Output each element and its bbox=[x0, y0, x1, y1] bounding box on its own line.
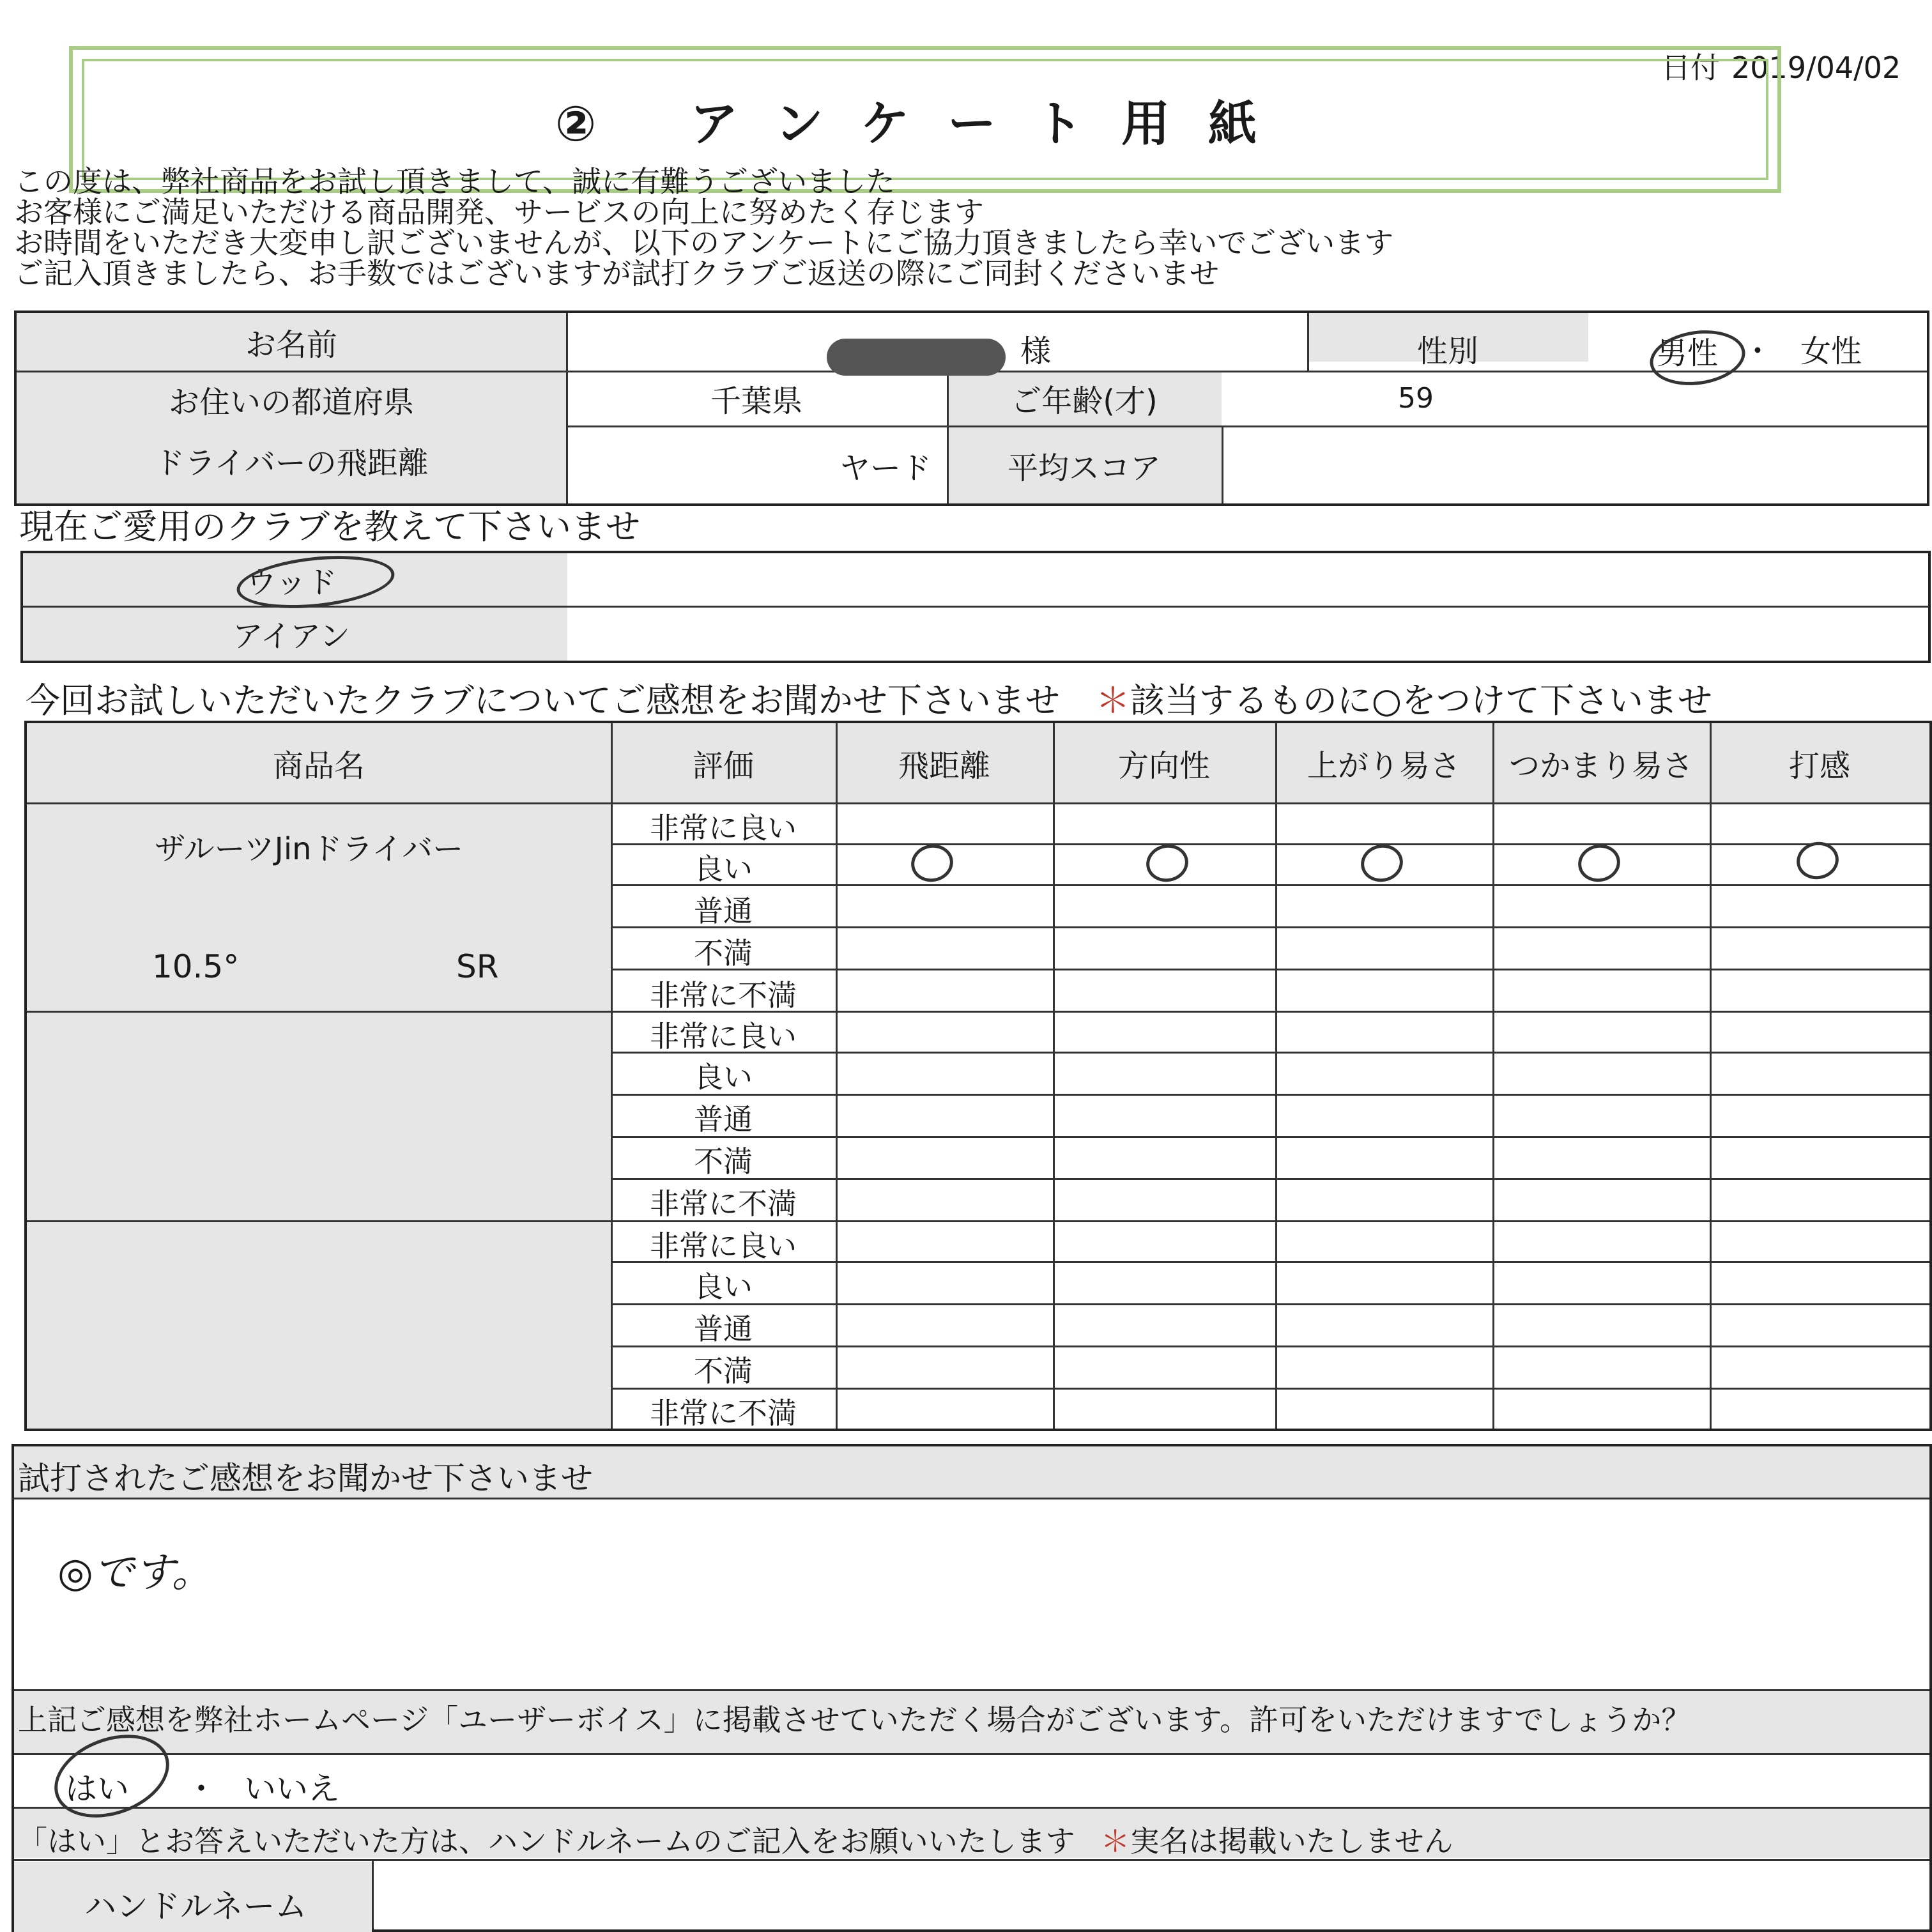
rating-table bbox=[24, 721, 1932, 1431]
intro-line: この度は、弊社商品をお試し頂きまして、誠に有難うございました bbox=[14, 164, 896, 199]
gender-male-option[interactable]: 男性 bbox=[1656, 335, 1718, 371]
col-launch: 上がり易さ bbox=[1307, 747, 1460, 784]
level-label: 非常に不満 bbox=[650, 978, 797, 1013]
impression-note: 該当するものに○をつけて下さいませ bbox=[1130, 680, 1713, 721]
level-label: 普通 bbox=[694, 1312, 753, 1346]
permission-question: 上記ご感想を弊社ホームページ「ユーザーボイス」に掲載させていただく場合がございます。許可をいただけますでしょうか？ bbox=[18, 1703, 1691, 1737]
handle-note: 「はい」とお答えいただいた方は、ハンドルネームのご記入をお願いいたします ＊実名は掲載いたしません bbox=[18, 1824, 1453, 1859]
col-product-name: 商品名 bbox=[272, 747, 365, 784]
rating-circle-mark bbox=[1143, 841, 1192, 885]
profile-table bbox=[14, 310, 1929, 506]
gender-female-option[interactable]: 女性 bbox=[1800, 333, 1862, 369]
level-label: 不満 bbox=[694, 1354, 753, 1388]
permission-separator: ・ bbox=[185, 1770, 217, 1807]
rating-circle-mark bbox=[1358, 841, 1407, 885]
date-label: 日付 bbox=[1661, 50, 1720, 85]
date-value: 2019/04/02 bbox=[1731, 50, 1901, 85]
clubs-heading: 現在ご愛用のクラブを教えて下さいませ bbox=[19, 507, 640, 547]
clubs-table bbox=[20, 551, 1931, 663]
prefecture-value: 千葉県 bbox=[710, 383, 802, 419]
handle-note2: 実名は掲載いたしません bbox=[1130, 1824, 1453, 1859]
age-value: 59 bbox=[1398, 381, 1434, 415]
impression-heading: 今回お試しいただいたクラブについてご感想をお聞かせ下さいませ ＊該当するものに○をつけて下さいませ bbox=[26, 680, 1713, 721]
prefecture-label: お住いの都道府県 bbox=[168, 384, 414, 420]
handle-input[interactable] bbox=[376, 1862, 1926, 1929]
product-flex: SR bbox=[456, 948, 499, 985]
product-name: ザルーツJinドライバー bbox=[155, 831, 464, 867]
level-label: 非常に良い bbox=[650, 1229, 797, 1263]
level-label: 非常に良い bbox=[650, 811, 797, 845]
score-label: 平均スコア bbox=[1007, 450, 1161, 486]
level-label: 不満 bbox=[694, 936, 753, 970]
permission-yes[interactable]: はい bbox=[65, 1770, 129, 1807]
level-label: 不満 bbox=[694, 1144, 753, 1179]
age-label: ご年齢(才) bbox=[1011, 383, 1158, 419]
rating-circle-mark bbox=[1575, 841, 1624, 885]
col-grip: つかまり易さ bbox=[1508, 747, 1693, 784]
intro-line: お客様にご満足いただける商品開発、サービスの向上に努めたく存じます bbox=[14, 195, 984, 229]
product-loft: 10.5° bbox=[152, 948, 240, 985]
gender-separator: ・ bbox=[1742, 333, 1773, 369]
permission-no[interactable]: いいえ bbox=[244, 1770, 340, 1807]
distance-unit: ヤード bbox=[839, 450, 931, 486]
intro-line: お時間をいただき大変申し訳ございませんが、以下のアンケートにご協力頂きましたら幸いでございます bbox=[14, 226, 1394, 260]
gender-label: 性別 bbox=[1416, 333, 1478, 369]
iron-label: アイアン bbox=[232, 618, 351, 654]
level-label: 非常に不満 bbox=[650, 1396, 797, 1430]
level-label: 普通 bbox=[694, 894, 753, 928]
comment-handwritten: ◎です。 bbox=[57, 1549, 213, 1597]
level-label: 良い bbox=[694, 1060, 753, 1094]
wood-label: ウッド bbox=[245, 564, 337, 601]
col-distance: 飛距離 bbox=[898, 747, 990, 784]
level-label: 良い bbox=[694, 1269, 753, 1304]
note-star: ＊ bbox=[1095, 680, 1130, 721]
intro-line: ご記入頂きましたら、お手数ではございますが試打クラブご返送の際にご同封くださいませ bbox=[14, 256, 1219, 291]
col-direction: 方向性 bbox=[1117, 747, 1210, 784]
name-label: お名前 bbox=[245, 326, 337, 363]
comments-heading: 試打されたご感想をお聞かせ下さいませ bbox=[18, 1460, 593, 1497]
level-label: 非常に不満 bbox=[650, 1186, 797, 1221]
level-label: 非常に良い bbox=[650, 1019, 797, 1054]
comments-section bbox=[12, 1444, 1932, 1932]
page-title: ② アンケート用紙 bbox=[555, 95, 1296, 152]
level-label: 良い bbox=[694, 852, 753, 886]
intro-text bbox=[14, 166, 1393, 289]
level-label: 普通 bbox=[694, 1102, 753, 1137]
rating-circle-mark bbox=[908, 841, 957, 885]
handle-label: ハンドルネーム bbox=[84, 1888, 307, 1925]
handle-star: ＊ bbox=[1100, 1824, 1130, 1859]
col-feel: 打感 bbox=[1788, 747, 1850, 784]
col-rating: 評価 bbox=[692, 747, 754, 784]
distance-label: ドライバーの飛距離 bbox=[154, 445, 429, 481]
name-suffix: 様 bbox=[1020, 333, 1051, 369]
